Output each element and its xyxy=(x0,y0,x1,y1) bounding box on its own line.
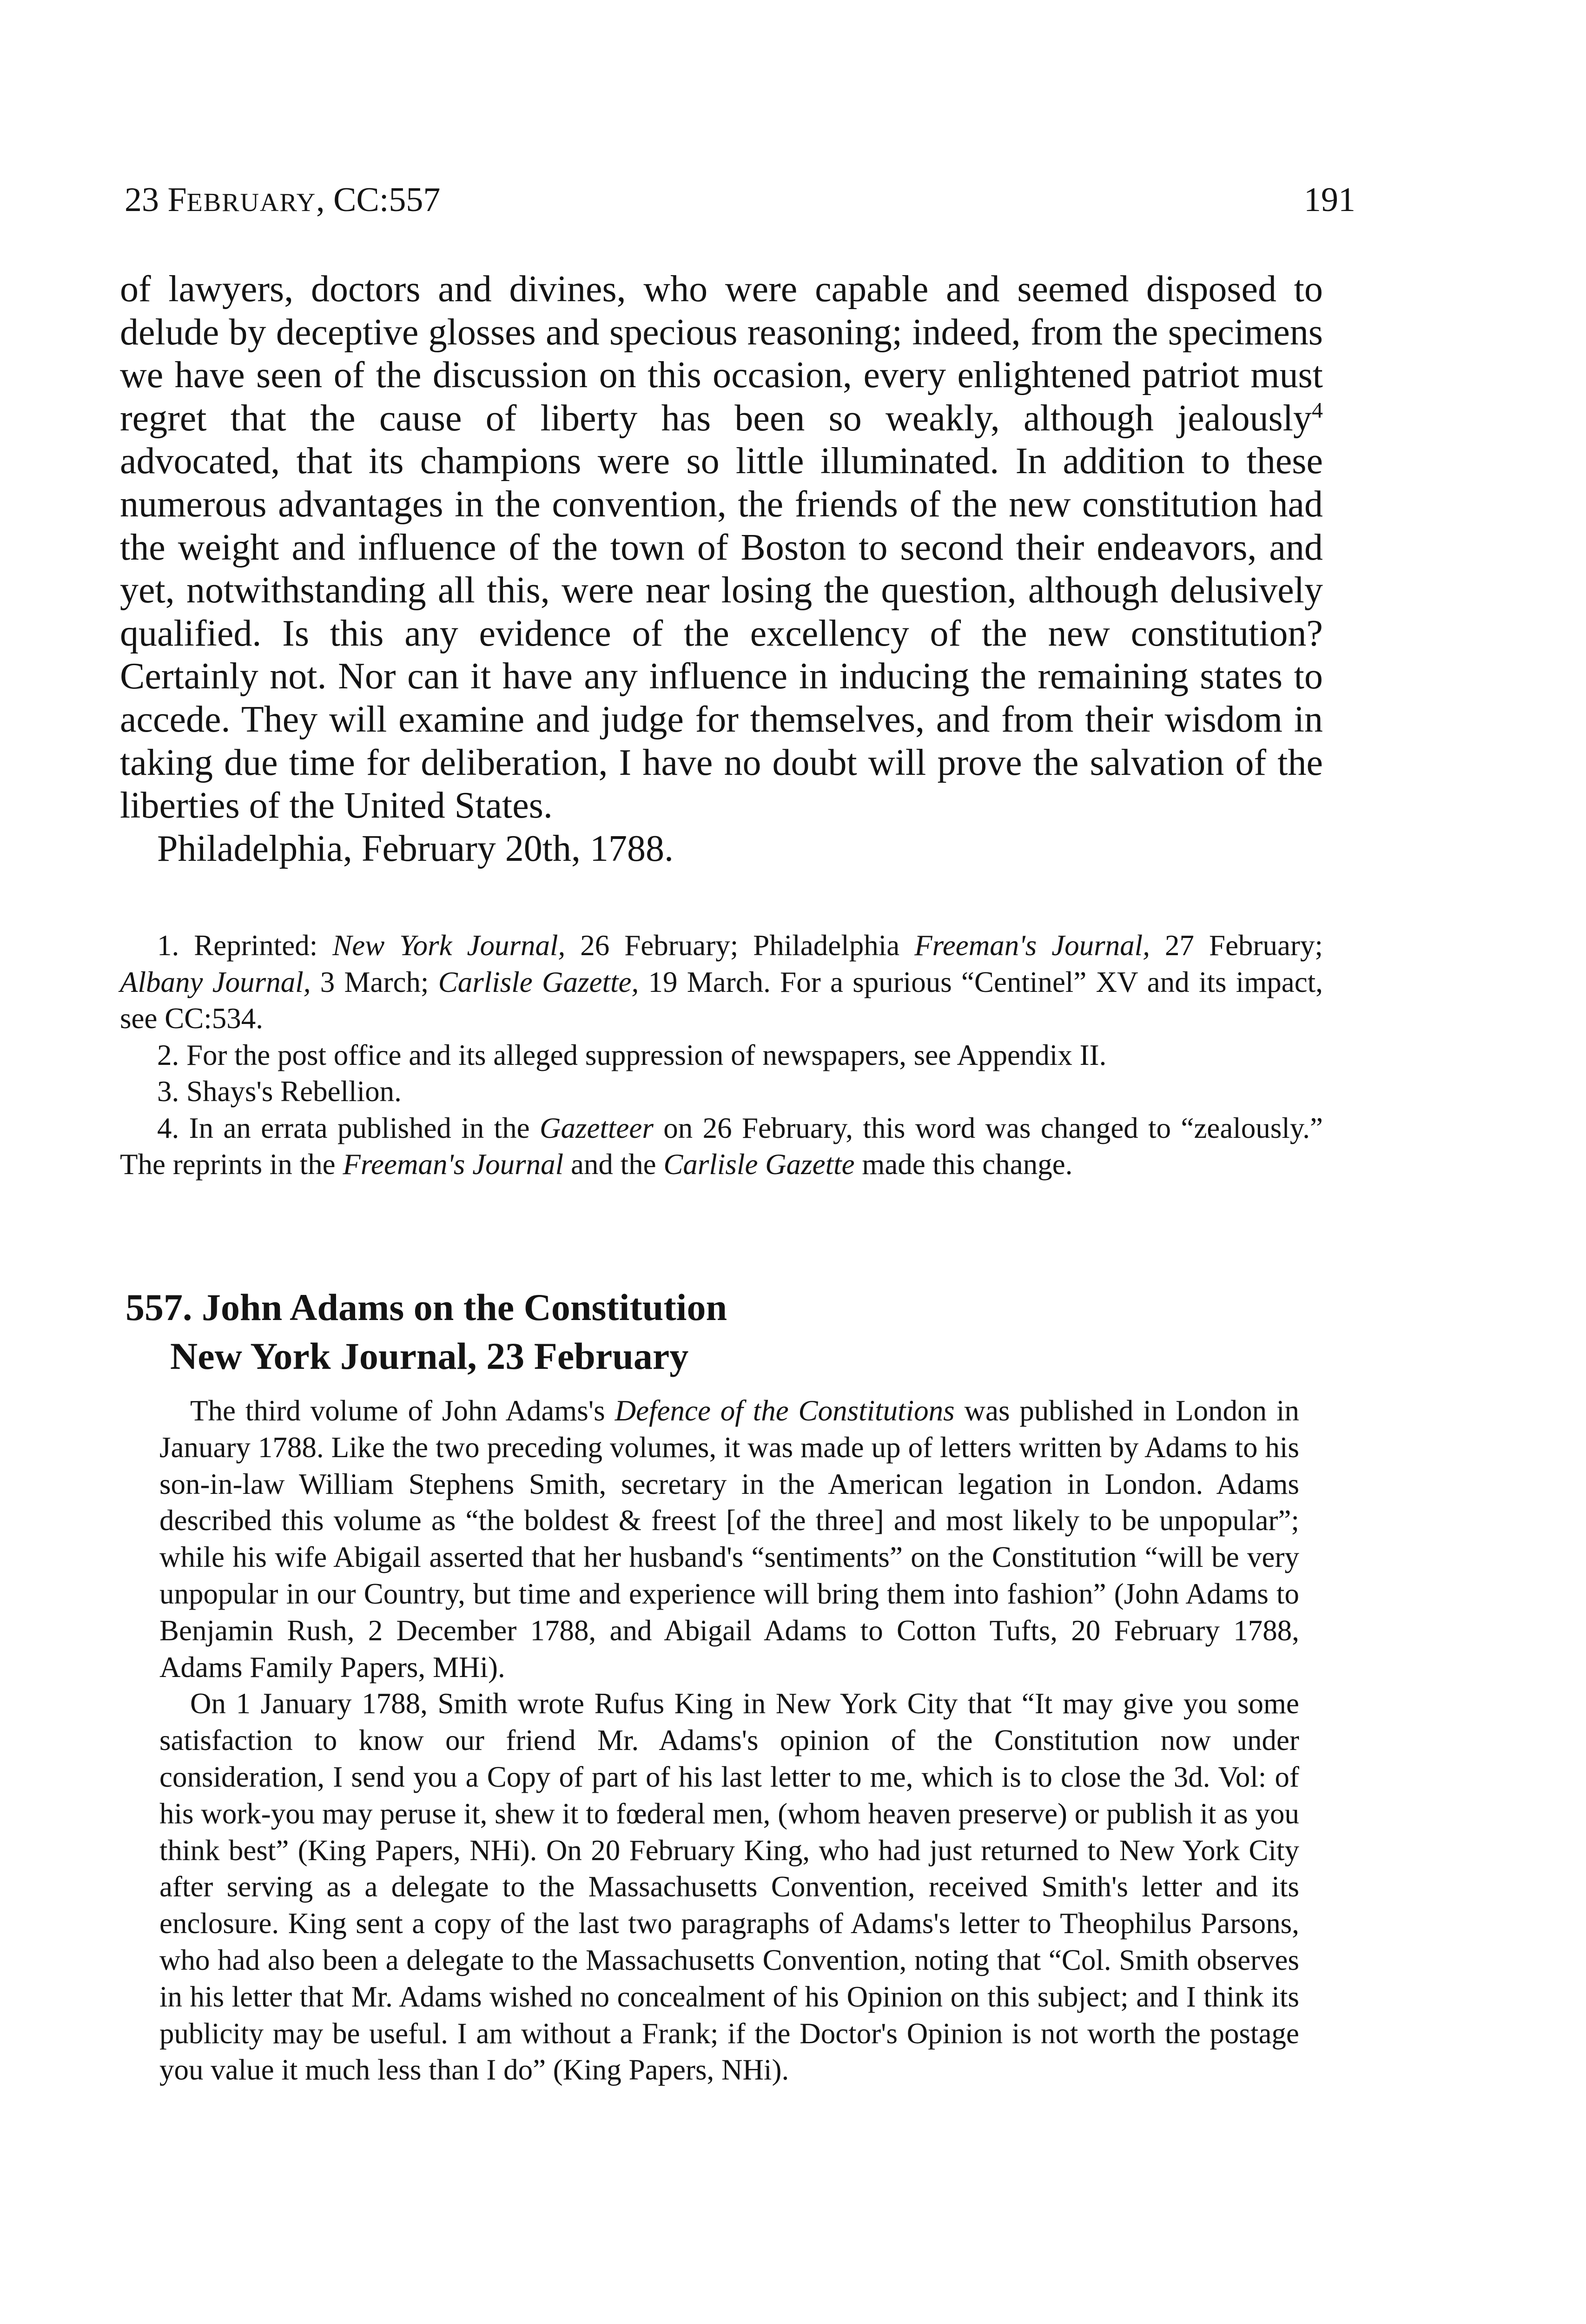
footnote-title: Freeman's Journal xyxy=(343,1148,564,1181)
body-paragraph-part2: advocated, that its champions were so little illuminated. In addition to these numerous advantages in the convention, the friends of the new constitution had the weight and influence of the town of Boston to second their endeavors, and yet, notwithstanding all this, were near losing the question, although delusively qualified. Is this any evidence of the excellency of the new constitution? Certainly not. Nor can it have any influence in inducing the remaining states to accede. They will examine and judge for themselves, and from their wisdom in taking due time for deliberation, I have no doubt will prove the salvation of the liberties of the United States. xyxy=(120,441,1323,826)
header-date-number: 23 xyxy=(125,181,168,219)
footnote-text: 26 February; Philadelphia xyxy=(565,929,915,962)
headnote-paragraph-2: On 1 January 1788, Smith wrote Rufus King in New York City that “It may give you some satisfaction to know our friend Mr. Adams's opinion of the Constitution now under consideration, I send you a Copy of part of his last letter to me, which is to close the 3d. Vol: of his work-you may peruse it, shew it to fœderal men, (whom heaven preserve) or publish it as you think best” (King Papers, NHi). On 20 February King, who had just returned to New York City after serving as a delegate to the Massachusetts Convention, received Smith's letter and its enclosure. King sent a copy of the last two paragraphs of Adams's letter to Theophilus Parsons, who had also been a delegate to the Massachusetts Convention, noting that “Col. Smith observes in his letter that Mr. Adams wished no concealment of his Opinion on this subject; and I think its publicity may be useful. I am without a Frank; if the Doctor's Opinion is not worth the postage you value it much less than I do” (King Papers, NHi). xyxy=(159,1687,1299,2086)
footnote-title: Carlisle Gazette xyxy=(663,1148,855,1181)
headnote xyxy=(159,1393,1299,2088)
headnote-text: was published in London in January 1788. Like the two preceding volumes, it was made up of letters written by Adams to his son-in-law William Stephens Smith, secretary in the American legation in London. Adams described this volume as “the boldest & freest [of the three] and most likely to be unpopular”; while his wife Abigail asserted that her husband's “sentiments” on the Constitution “will be very unpopular in our Country, but time and experience will bring them into fashion” (John Adams to Benjamin Rush, 2 December 1788, and Abigail Adams to Cotton Tufts, 20 February 1788, Adams Family Papers, MHi). xyxy=(159,1394,1299,1684)
footnote-text: on 26 February, this word was changed to “zealously.” The reprints in the xyxy=(120,1111,1323,1181)
footnote-text: 4. In an errata published in the xyxy=(157,1111,540,1144)
section-title: 557. John Adams on the Constitution xyxy=(126,1286,727,1328)
footnotes xyxy=(120,927,1323,1183)
running-header xyxy=(125,177,1355,223)
headnote-title: Defence of the Constitutions xyxy=(615,1394,955,1427)
header-month-initial: F xyxy=(167,181,187,219)
main-text xyxy=(120,268,1323,870)
section-heading xyxy=(126,1283,1288,1380)
footnote-text: 3 March; xyxy=(311,965,438,998)
footnote-title: Gazetteer xyxy=(539,1111,654,1144)
body-paragraph xyxy=(120,268,1323,827)
footnote-text: made this change. xyxy=(854,1148,1073,1181)
header-month-rest: EBRUARY xyxy=(186,188,317,217)
headnote-paragraph-1 xyxy=(159,1393,1299,1685)
footnote-1 xyxy=(120,927,1323,1037)
footnote-text: 27 February; xyxy=(1150,929,1323,962)
footnote-title: New York Journal, xyxy=(332,929,566,962)
footnote-marker: 4 xyxy=(1312,398,1323,423)
body-paragraph-part1: of lawyers, doctors and divines, who were capable and seemed disposed to delude by deceptive glosses and specious reasoning; indeed, from the specimens we have seen of the discussion on this occasion, every enlightened patriot must regret that the cause of liberty has been so weakly, although jealously xyxy=(120,269,1323,439)
footnote-title: Freeman's Journal, xyxy=(914,929,1150,962)
page-number: 191 xyxy=(1304,181,1355,219)
headnote-text: The third volume of John Adams's xyxy=(190,1394,615,1427)
section-subtitle: New York Journal, 23 February xyxy=(170,1335,689,1377)
dateline: Philadelphia, February 20th, 1788. xyxy=(157,828,674,869)
footnote-2: 2. For the post office and its alleged suppression of newspapers, see Appendix II. xyxy=(157,1038,1107,1071)
footnote-text: 1. Reprinted: xyxy=(157,929,333,962)
footnote-title: Albany Journal, xyxy=(120,965,311,998)
header-document-ref: , CC:557 xyxy=(316,181,441,219)
footnote-3: 3. Shays's Rebellion. xyxy=(157,1075,402,1108)
footnote-text: and the xyxy=(563,1148,664,1181)
footnote-title: Carlisle Gazette, xyxy=(438,965,639,998)
footnote-text: 19 March. For a spurious “Centinel” XV and its impact, see CC:534. xyxy=(120,965,1323,1035)
running-head xyxy=(125,177,440,226)
footnote-4 xyxy=(120,1110,1323,1183)
